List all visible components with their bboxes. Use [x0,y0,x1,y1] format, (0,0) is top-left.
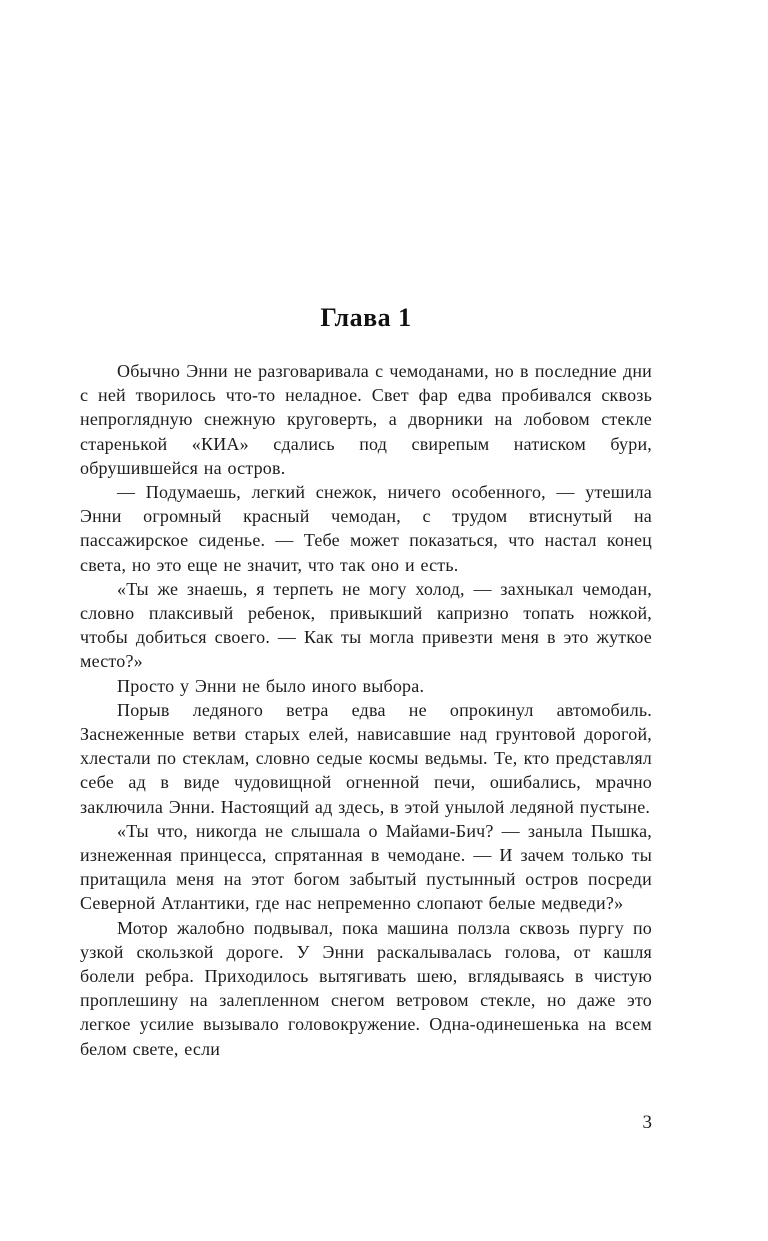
paragraph: — Подумаешь, легкий снежок, ничего особенного, — утешила Энни огромный красный чемодан, с трудом втиснутый на пассажирское сиденье. — Тебе может показаться, что настал конец света, но это еще не значит, что так оно и есть. [80,482,652,575]
paragraph: Обычно Энни не разговаривала с чемоданами, но в последние дни с ней творилось что-то неладное. Свет фар едва пробивался сквозь непроглядную снежную круговерть, а дворники на лобовом стекле старенькой «КИА» сдались под свирепым натиском бури, обрушившейся на остров. [80,361,652,478]
book-page [80,0,652,1241]
chapter-title: Глава 1 [320,303,412,332]
paragraph: Порыв ледяного ветра едва не опрокинул автомобиль. Заснеженные ветви старых елей, нависавшие над грунтовой дорогой, хлестали по стеклам, словно седые космы ведьмы. Те, кто представлял себе ад в виде чудовищной огненной печи, ошибались, мрачно заключила Энни. Настоящий ад здесь, в этой унылой ледяной пустыне. [80,699,652,817]
paragraph: Просто у Энни не было иного выбора. [117,675,425,696]
paragraph: «Ты же знаешь, я терпеть не могу холод, — захныкал чемодан, словно плаксивый ребенок, привыкший капризно топать ножкой, чтобы добиться своего. — Как ты могла привезти меня в это жуткое место?» [80,578,652,672]
paragraph: Мотор жалобно подвывал, пока машина ползла сквозь пургу по узкой скользкой дороге. У Энни раскалывалась голова, от кашля болели ребра. Приходилось вытягивать шею, вглядываясь в чистую проплешину на залепленном снегом ветровом стекле, но даже это легкое усилие вызывало головокружение. Одна-одинешенька на всем белом свете, если [80,917,652,1059]
body-text [80,359,652,1061]
paragraph: «Ты что, никогда не слышала о Майами-Бич? — заныла Пышка, изнеженная принцесса, спрятанная в чемодане. — И зачем только ты притащила меня на этот богом забытый пустынный остров посреди Северной Атлантики, где нас непременно слопают белые медведи?» [80,820,652,914]
page-number: 3 [642,1112,652,1133]
